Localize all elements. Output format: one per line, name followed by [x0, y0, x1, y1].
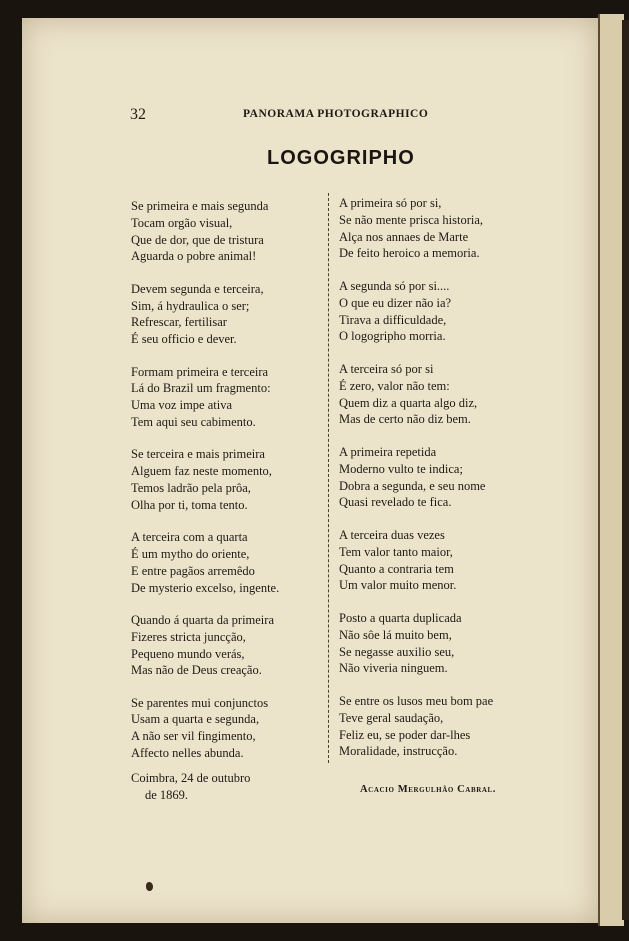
- poem-line: Se terceira e mais primeira: [131, 447, 265, 462]
- poem-line: Devem segunda e terceira,: [131, 281, 264, 296]
- poem-line: Se entre os lusos meu bom pae: [339, 693, 494, 708]
- book-gutter: [622, 20, 629, 920]
- poem-line: De mysterio excelso, ingente.: [131, 580, 280, 595]
- poem-line: Que de dor, que de tristura: [131, 232, 264, 247]
- date-line-year: de 1869.: [145, 787, 189, 802]
- poem-line: Tocam orgão visual,: [131, 215, 233, 230]
- stanza: [339, 693, 534, 760]
- poem-line: A terceira duas vezes: [339, 527, 445, 542]
- poem-line: Temos ladrão pela prôa,: [131, 480, 251, 495]
- poem-line: Quem diz a quarta algo diz,: [339, 395, 478, 410]
- poem-line: É zero, valor não tem:: [339, 378, 450, 393]
- poem-line: Feliz eu, se poder dar-lhes: [339, 727, 471, 742]
- column-divider: [328, 193, 329, 763]
- page-header: [22, 106, 598, 126]
- running-title: PANORAMA PHOTOGRAPHICO: [243, 108, 429, 120]
- ink-spot: [146, 882, 153, 891]
- poem-line: E entre pagãos arremêdo: [131, 563, 255, 578]
- poem-line: Olha por ti, toma tento.: [131, 497, 248, 512]
- poem-title: LOGOGRIPHO: [267, 147, 415, 169]
- poem-line: Moderno vulto te indica;: [339, 461, 463, 476]
- poem-line: Não viveria ninguem.: [339, 661, 448, 676]
- poem-line: Pequeno mundo verás,: [131, 646, 245, 661]
- poem-line: Aguarda o pobre animal!: [131, 249, 257, 264]
- book-page: [22, 18, 598, 923]
- poem-line: A terceira só por si: [339, 361, 434, 376]
- poem-line: Moralidade, instrucção.: [339, 744, 458, 759]
- poem-line: Alguem faz neste momento,: [131, 464, 272, 479]
- poem-left-column: [131, 198, 326, 777]
- adjacent-page-edge: [598, 14, 624, 926]
- poem-line: Refrescar, fertilisar: [131, 315, 227, 330]
- stanza: [131, 198, 326, 265]
- poem-line: A primeira só por si,: [339, 196, 442, 210]
- poem-line: Se não mente prisca historia,: [339, 212, 484, 227]
- poem-line: A primeira repetida: [339, 444, 437, 459]
- poem-line: De feito heroico a memoria.: [339, 246, 480, 261]
- stanza: [131, 612, 326, 679]
- poem-line: Mas não de Deus creação.: [131, 663, 262, 678]
- poem-line: Usam a quarta e segunda,: [131, 712, 260, 727]
- date-line: [131, 770, 250, 804]
- poem-line: Uma voz impe ativa: [131, 398, 233, 413]
- author-signature: Acacio Mergulhão Cabral.: [360, 784, 497, 795]
- poem-line: Quanto a contraria tem: [339, 561, 454, 576]
- stanza: [131, 281, 326, 348]
- stanza: [339, 610, 534, 677]
- stanza: [339, 361, 534, 428]
- poem-line: Um valor muito menor.: [339, 578, 457, 593]
- page-number: 32: [130, 106, 146, 123]
- stanza: [131, 364, 326, 431]
- stanza: [339, 195, 534, 262]
- poem-line: É seu officio e dever.: [131, 332, 237, 347]
- poem-line: Dobra a segunda, e seu nome: [339, 478, 486, 493]
- stanza: [131, 446, 326, 513]
- poem-line: Formam primeira e terceira: [131, 364, 269, 379]
- poem-line: Alça nos annaes de Marte: [339, 229, 469, 244]
- poem-line: Posto a quarta duplicada: [339, 610, 462, 625]
- poem-line: A segunda só por si....: [339, 278, 450, 293]
- poem-line: O logogripho morria.: [339, 329, 446, 344]
- stanza: [339, 527, 534, 594]
- poem-line: Mas de certo não diz bem.: [339, 412, 471, 427]
- poem-line: Quasi revelado te fica.: [339, 495, 452, 510]
- date-line-place: Coimbra, 24 de outubro: [131, 771, 251, 785]
- poem-line: Se negasse auxilio seu,: [339, 644, 455, 659]
- poem-line: É um mytho do oriente,: [131, 546, 250, 561]
- poem-line: O que eu dizer não ia?: [339, 295, 452, 310]
- poem-line: A terceira com a quarta: [131, 530, 248, 545]
- stanza: [131, 529, 326, 596]
- poem-line: Sim, á hydraulica o ser;: [131, 298, 250, 313]
- poem-line: Lá do Brazil um fragmento:: [131, 381, 271, 396]
- poem-line: Não sôe lá muito bem,: [339, 627, 452, 642]
- poem-line: Se parentes mui conjunctos: [131, 695, 269, 710]
- poem-line: A não ser vil fingimento,: [131, 729, 256, 744]
- poem-line: Tirava a difficuldade,: [339, 312, 447, 327]
- poem-right-column: [339, 195, 534, 776]
- poem-line: Tem valor tanto maior,: [339, 544, 453, 559]
- stanza: [339, 444, 534, 511]
- poem-line: Teve geral saudação,: [339, 710, 444, 725]
- stanza: [339, 278, 534, 345]
- poem-line: Se primeira e mais segunda: [131, 199, 269, 213]
- poem-line: Fizeres stricta juncção,: [131, 629, 246, 644]
- poem-line: Tem aqui seu cabimento.: [131, 414, 256, 429]
- poem-line: Quando á quarta da primeira: [131, 612, 274, 627]
- stanza: [131, 695, 326, 762]
- poem-line: Affecto nelles abunda.: [131, 746, 244, 761]
